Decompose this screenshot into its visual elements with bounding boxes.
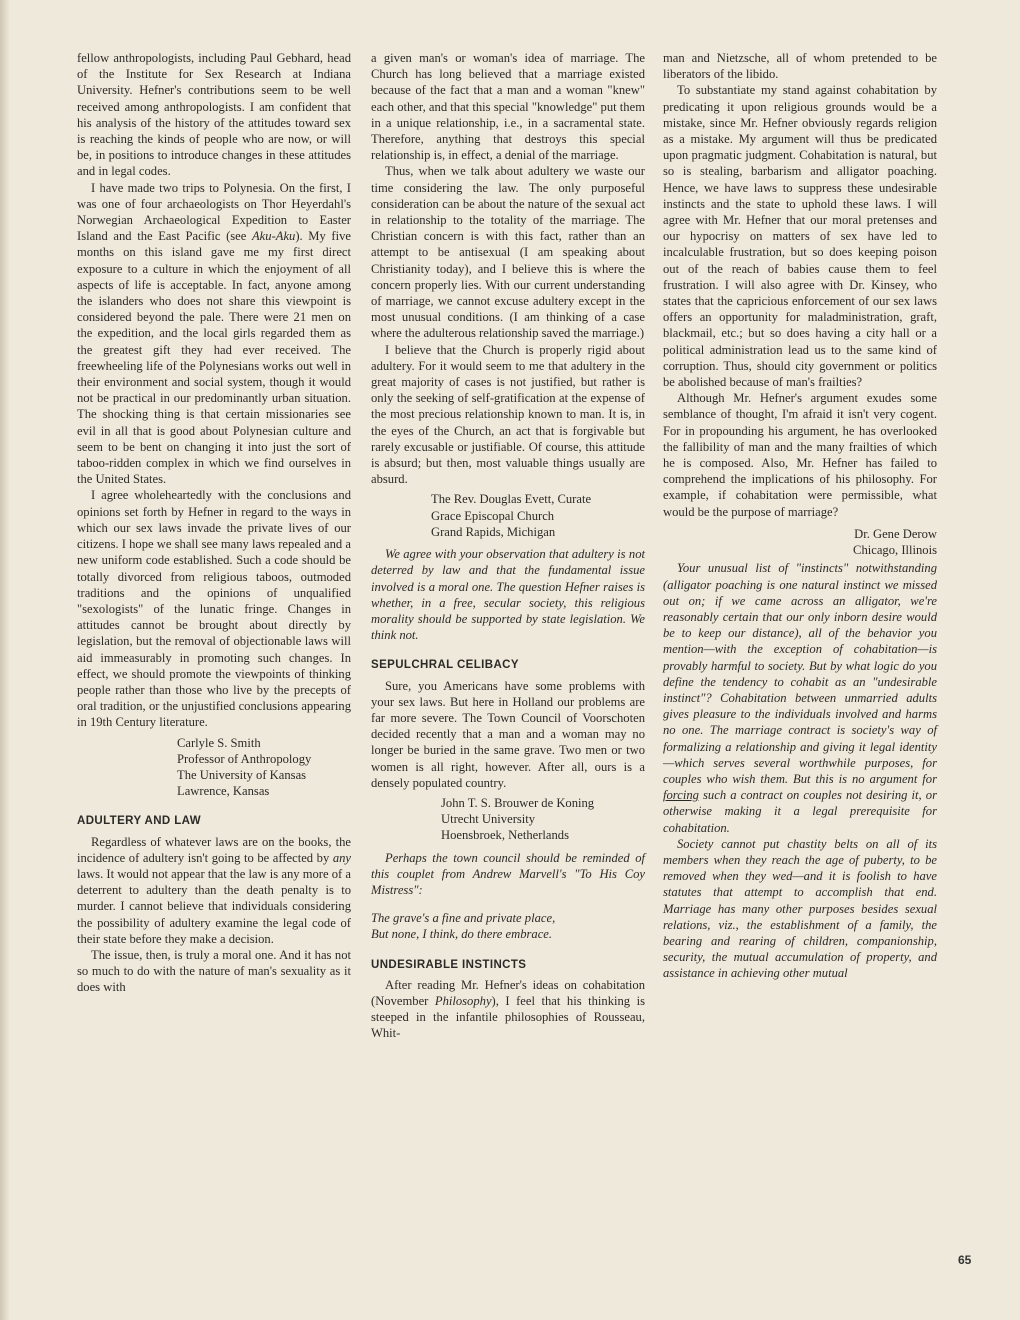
text-span: ). My five months on this island gave me my first direct exposure to a culture in which the enjoyment of all aspects of life is acceptable. In fact, anyone among the islanders who does not share this viewpoint is considered beyond the pale. There were 21 men on the expedition, and the local girls regarded them as the greatest gift they had ever received. The freewheeling life of the Polynesians works out well in their environment and social system, though it would not be practical in our predominantly urban situation. The shocking thing is that certain missionaries see evil in all that is good about Polynesian culture and seem to be bent on changing it into just the sort of taboo-ridden complex in which we find ourselves in the United States. bbox=[77, 229, 351, 487]
signature-line: The University of Kansas bbox=[177, 767, 307, 782]
text-span: laws. It would not appear that the law is any more of a deterrent to adultery than the death penalty is to murder. I cannot believe that individuals considering the possibility of adultery examine the legal code of their state before they make a decision. bbox=[77, 866, 351, 946]
editor-response: Perhaps the town council should be reminded of this couplet from Andrew Marvell's "To His Coy Mistress": bbox=[371, 850, 645, 897]
editor-response bbox=[663, 560, 937, 835]
emphasis: forcing bbox=[663, 788, 699, 803]
emphasis: any bbox=[332, 850, 351, 865]
signature-line: Utrecht University bbox=[441, 812, 536, 827]
section-heading: UNDESIRABLE INSTINCTS bbox=[371, 958, 527, 971]
letter-paragraph bbox=[371, 977, 645, 1042]
book-title: Aku-Aku bbox=[251, 229, 296, 244]
page-number: 65 bbox=[958, 1253, 972, 1267]
letter-paragraph: I agree wholeheartedly with the conclusions and opinions set forth by Hefner in regard to the ways in which our sex laws invade the private lives of our citizens. I hope we shall see many laws repealed and a new uniform code established. Such a code should be totally divorced from religious taboos, outmoded traditions and the opinions of unqualified "sexologists" of the lunatic fringe. Changes in attitudes cannot be brought about directly by legislation, but the removal of objectionable laws will aid immeasurably in promoting such changes. In effect, we should promote the viewpoints of thinking people rather than those who live by the precepts of oral tradition, or the unjustified conclusions appearing in 19th Century literature. bbox=[77, 488, 351, 730]
column-2 bbox=[371, 50, 645, 1042]
signature-line: Carlyle S. Smith bbox=[177, 735, 261, 750]
signature-brouwer-de-koning bbox=[371, 795, 645, 844]
poem-line: But none, I think, do there embrace. bbox=[371, 927, 553, 942]
letter-paragraph: To substantiate my stand against cohabitation by predicating it upon religious grounds would be a mistake, since Mr. Hefner obviously regards religion as a mistake. My argument will thus be predicated upon pragmatic judgment. Cohabitation is natural, but so is stealing, barbarism and alligator poaching. Hence, we have laws to suppress these undesirable instincts and the state to uphold these laws. I will agree with Mr. Hefner that our moral pretenses and our hypocrisy on matters of sex have led to incalculable frustration, but so does keeping poison out of the reach of babies cause them to feel frustration. I will also agree with Dr. Kinsey, who states that the capricious enforcement of our sex laws offers an opportunity for maladministration, graft, blackmail, etc.; but so does having a city hall or a political administration lead us to the same kind of corruption. Thus, should city government or politics be abolished because of man's frailties? bbox=[663, 83, 937, 390]
signature-gene-derow bbox=[663, 526, 937, 558]
signature-douglas-evett bbox=[371, 491, 645, 540]
letter-paragraph: I believe that the Church is properly rigid about adultery. For it would seem to me that adultery in the great majority of cases is not justified, but rather is only the seeking of self-gratification at the expense of the most precious relationship known to man. It is, in the eyes of the Church, an act that is forgivable but rarely excusable or justifiable. Of course, this attitude is absurd; but then, most valuable things usually are absurd. bbox=[371, 342, 645, 487]
text-span: I have made two trips to Polynesia. On the first, I was one of four archaeologists on Thor Heyerdahl's Norwegian Archaeological Expedition to Easter Island and the East Pacific (see bbox=[77, 180, 351, 244]
letter-paragraph: Thus, when we talk about adultery we waste our time considering the law. The only purposeful consideration can be about the nature of the sexual act in relationship to the totality of the marriage. The Christian concern is with this fact, rather than an attempt to be antisexual (I am speaking about Christianity today), and I believe this is where the concern properly lies. With our current understanding of marriage, we cannot excuse adultery except in the most unusual conditions. (I am thinking of a case where the adulterous relationship saved the marriage.) bbox=[371, 164, 645, 341]
signature-carlyle-smith bbox=[77, 735, 351, 800]
signature-line: Lawrence, Kansas bbox=[177, 784, 270, 799]
signature-line: Grace Episcopal Church bbox=[431, 508, 555, 523]
signature-line: John T. S. Brouwer de Koning bbox=[441, 795, 595, 810]
poem-couplet bbox=[371, 910, 645, 942]
section-heading: SEPULCHRAL CELIBACY bbox=[371, 659, 519, 672]
signature-line: Chicago, Illinois bbox=[853, 543, 937, 558]
magazine-title: Philosophy bbox=[434, 993, 492, 1008]
poem-line: The grave's a fine and private place, bbox=[371, 911, 556, 926]
text-span: Your unusual list of "instincts" notwithstanding (alligator poaching is one natural instinct we missed out on; if we came across an alligator, we're reasonably certain that our only inborn desire would be to keep our distance), all of the behavior you mention—with the exception of cohabitation—is provably harmful to society. But by what logic do you define the tendency to cohabit as an "undesirable instinct"? Cohabitation between unmarried adults gives pleasure to the individuals involved and harms no one. The marriage contract is society's way of formalizing a relationship and giving it legal identity—which serves several worthwhile purposes, for couples who wish them. But this is no argument for bbox=[663, 561, 937, 786]
letter-paragraph: Sure, you Americans have some problems with your sex laws. But here in Holland our problems are far more severe. The Town Council of Voorschoten decided recently that a man and a woman may no longer be buried in the same grave. Two men or two women is all right, however. After all, ours is a densely populated country. bbox=[371, 678, 645, 790]
signature-line: Grand Rapids, Michigan bbox=[431, 524, 556, 539]
letter-paragraph: The issue, then, is truly a moral one. And it has not so much to do with the nature of man's sexuality as it does with bbox=[77, 947, 351, 995]
section-heading: ADULTERY AND LAW bbox=[77, 815, 201, 828]
text-span: Regardless of whatever laws are on the books, the incidence of adultery isn't going to be affected by bbox=[77, 834, 351, 865]
letter-paragraph: Although Mr. Hefner's argument exudes some semblance of thought, I'm afraid it isn't very cogent. For in propounding his argument, he has overlooked the fallibility of man and the many frailties of which he is composed. Also, Mr. Hefner has failed to comprehend the implications of his philosophy. For example, if cohabitation were permissible, what would be the purpose of marriage? bbox=[663, 391, 937, 519]
editor-response: We agree with your observation that adultery is not deterred by law and that the fundamental issue involved is a moral one. The question Hefner raises is whether, in a free, secular society, this religious morality should be supported by state legislation. We think not. bbox=[371, 547, 645, 643]
letter-paragraph bbox=[77, 180, 351, 488]
letter-paragraph: man and Nietzsche, all of whom pretended to be liberators of the libido. bbox=[663, 51, 937, 82]
signature-line: Dr. Gene Derow bbox=[854, 526, 937, 541]
text-span: such a contract on couples not desiring it, or otherwise making it a legal prerequisite for cohabitation. bbox=[663, 788, 937, 835]
text-span: After reading Mr. Hefner's ideas on cohabitation (November bbox=[371, 977, 645, 1008]
text-span: ), I feel that his thinking is steeped in the infantile philosophies of Rousseau, Whit- bbox=[371, 993, 646, 1041]
signature-line: The Rev. Douglas Evett, Curate bbox=[431, 492, 592, 507]
letter-paragraph: a given man's or woman's idea of marriage. The Church has long believed that a marriage existed because of the fact that a man and a woman "knew" each other, and that this special "knowledge" put them in a unique relationship, i.e., in a sacramental state. Therefore, anything that destroys this special relationship is, in effect, a denial of the marriage. bbox=[371, 51, 645, 163]
signature-line: Hoensbroek, Netherlands bbox=[441, 828, 569, 843]
page-edge-shadow bbox=[0, 0, 10, 1320]
letter-paragraph: fellow anthropologists, including Paul Gebhard, head of the Institute for Sex Research at Indiana University. Hefner's contributions seem to be well received among anthropologists. I am confident that his analysis of the history of the attitudes toward sex is reaching the kinds of people who are now, or will be, in positions to introduce changes in these attitudes and in legal codes. bbox=[77, 51, 351, 179]
letter-paragraph bbox=[77, 834, 351, 947]
signature-line: Professor of Anthropology bbox=[177, 751, 312, 766]
editor-response: Society cannot put chastity belts on all of its members when they reach the age of puberty, to be removed when they wed—and it is foolish to have statutes that attempt to accomplish that end. Marriage has many other purposes besides sexual relations, viz., the establishment of a family, the bearing and rearing of children, companionship, security, the mutual accumulation of property, and assistance in achieving other mutual bbox=[663, 836, 937, 981]
column-3 bbox=[663, 50, 937, 982]
column-1 bbox=[77, 50, 351, 996]
